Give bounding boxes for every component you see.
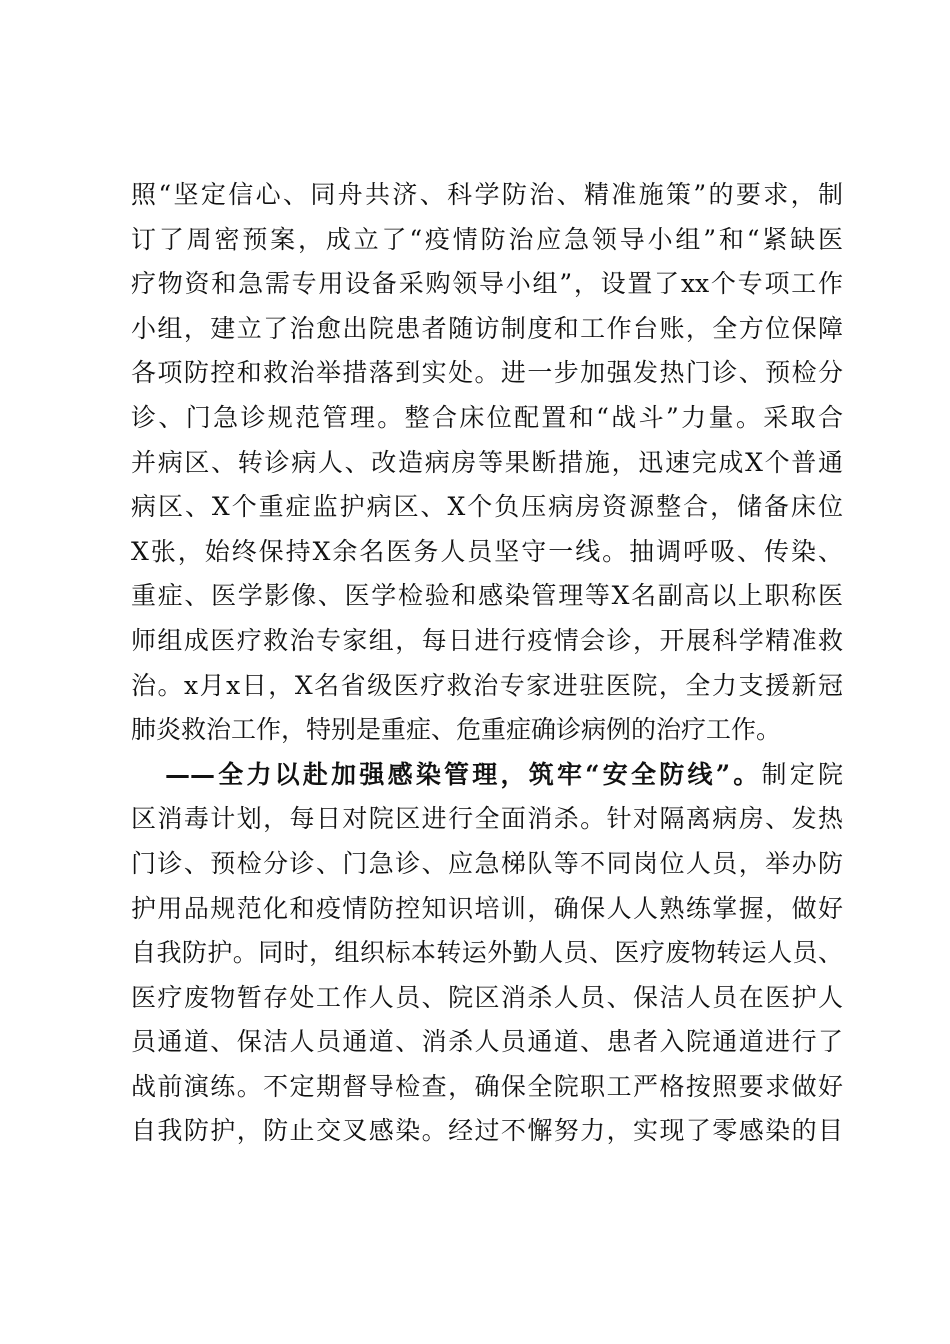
paragraph-infection-control xyxy=(131,753,843,1154)
text-line: 各项防控和救治举措落到实处。进一步加强发热门诊、预检分 xyxy=(131,358,843,388)
heading-continuation: 制定院 xyxy=(761,759,843,789)
text-line: 病区、X个重症监护病区、X个负压病房资源整合，储备床位 xyxy=(131,492,843,522)
text-line: 诊、门急诊规范管理。整合床位配置和“战斗”力量。采取合 xyxy=(131,402,843,432)
text-line: 重症、医学影像、医学检验和感染管理等X名副高以上职称医 xyxy=(131,581,843,611)
text-line: X张，始终保持X余名医务人员坚守一线。抽调呼吸、传染、 xyxy=(131,536,843,566)
text-line: 肺炎救治工作，特别是重症、危重症确诊病例的治疗工作。 xyxy=(131,715,782,745)
text-line: 治。x月x日，X名省级医疗救治专家进驻医院，全力支援新冠 xyxy=(131,670,843,700)
text-line: 区消毒计划，每日对院区进行全面消杀。针对隔离病房、发热 xyxy=(131,804,843,834)
text-line: 自我防护。同时，组织标本转运外勤人员、医疗废物转运人员、 xyxy=(131,938,843,968)
text-line: 医疗废物暂存处工作人员、院区消杀人员、保洁人员在医护人 xyxy=(131,982,843,1012)
text-line: 自我防护，防止交叉感染。经过不懈努力，实现了零感染的目 xyxy=(131,1116,843,1146)
text-line: 并病区、转诊病人、改造病房等果断措施，迅速完成X个普通 xyxy=(131,447,843,477)
document-body xyxy=(131,173,843,1154)
text-line-first xyxy=(131,753,843,798)
text-line: 战前演练。不定期督导检查，确保全院职工严格按照要求做好 xyxy=(131,1071,843,1101)
text-line: 照“坚定信心、同舟共济、科学防治、精准施策”的要求，制 xyxy=(131,180,843,209)
text-line: 师组成医疗救治专家组，每日进行疫情会诊，开展科学精准救 xyxy=(131,625,843,655)
text-line: 护用品规范化和疫情防控知识培训，确保人人熟练掌握，做好 xyxy=(131,893,843,923)
paragraph-epidemic-response xyxy=(131,173,843,753)
section-heading: ——全力以赴加强感染管理，筑牢“安全防线”。 xyxy=(165,759,762,789)
text-line: 员通道、保洁人员通道、消杀人员通道、患者入院通道进行了 xyxy=(131,1027,843,1057)
text-line: 订了周密预案，成立了“疫情防治应急领导小组”和“紧缺医 xyxy=(131,224,843,254)
text-line: 门诊、预检分诊、门急诊、应急梯队等不同岗位人员，举办防 xyxy=(131,848,843,878)
text-line: 小组，建立了治愈出院患者随访制度和工作台账，全方位保障 xyxy=(131,313,843,343)
text-line: 疗物资和急需专用设备采购领导小组”，设置了xx个专项工作 xyxy=(131,269,843,299)
